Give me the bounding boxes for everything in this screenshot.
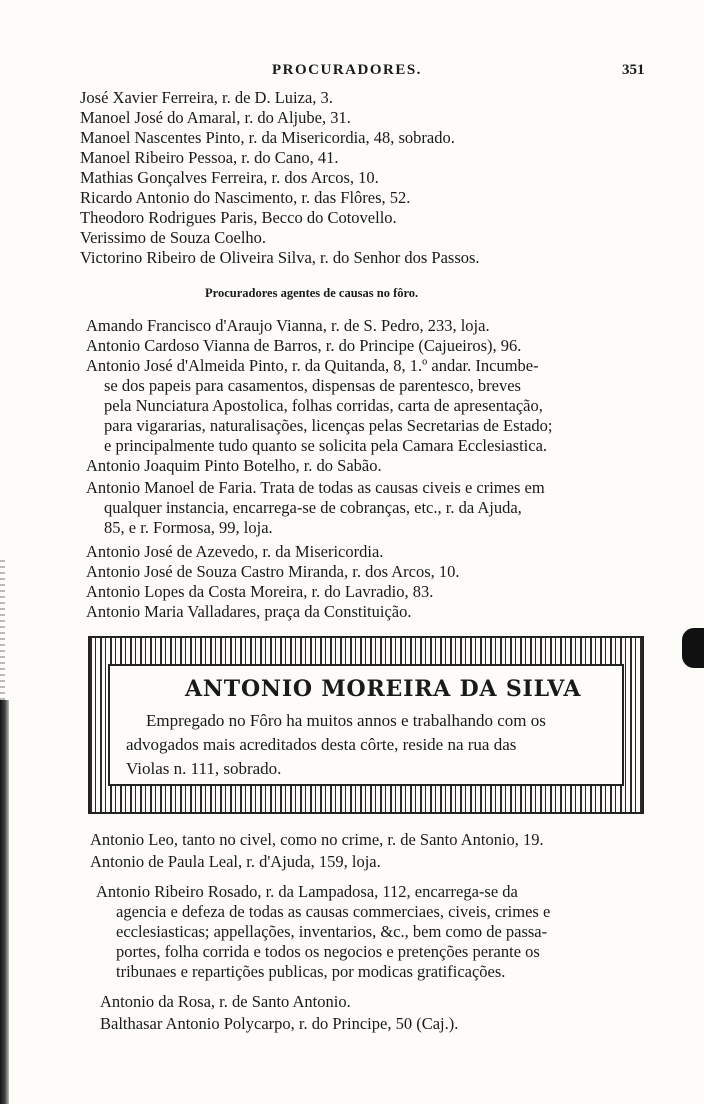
list-item: Antonio Leo, tanto no civel, como no crime, r. de Santo Antonio, 19.	[90, 830, 544, 849]
list-item-continuation: portes, folha corrida e todos os negocios e pretenções perante os	[116, 942, 540, 961]
list-item: Antonio Joaquim Pinto Botelho, r. do Sabão.	[86, 456, 382, 475]
list-item: Amando Francisco d'Araujo Vianna, r. de S. Pedro, 233, loja.	[86, 316, 490, 335]
list-item: Antonio de Paula Leal, r. d'Ajuda, 159, loja.	[90, 852, 381, 871]
list-item: Antonio José d'Almeida Pinto, r. da Quitanda, 8, 1.º andar. Incumbe-	[86, 356, 539, 375]
page-edge-shadow	[0, 560, 5, 700]
list-item: Antonio da Rosa, r. de Santo Antonio.	[100, 992, 351, 1011]
list-item: Antonio Cardoso Vianna de Barros, r. do Principe (Cajueiros), 96.	[86, 336, 522, 355]
advertisement-text: Violas n. 111, sobrado.	[126, 759, 282, 778]
page-number: 351	[622, 62, 645, 78]
list-item: Antonio Maria Valladares, praça da Constituição.	[86, 602, 412, 621]
advertisement-text: Empregado no Fôro ha muitos annos e trabalhando com os	[146, 711, 546, 730]
list-item: Antonio José de Souza Castro Miranda, r. dos Arcos, 10.	[86, 562, 460, 581]
list-item-continuation: e principalmente tudo quanto se solicita pela Camara Ecclesiastica.	[104, 436, 548, 455]
list-item-continuation: agencia e defeza de todas as causas commerciaes, civeis, crimes e	[116, 902, 551, 921]
list-item: Balthasar Antonio Polycarpo, r. do Principe, 50 (Caj.).	[100, 1014, 459, 1033]
list-item-continuation: se dos papeis para casamentos, dispensas de parentesco, breves	[104, 376, 521, 395]
list-item: Theodoro Rodrigues Paris, Becco do Cotovello.	[80, 208, 397, 227]
list-item-continuation: para vigararias, naturalisações, licenças pelas Secretarias de Estado;	[104, 416, 553, 435]
list-item: Manoel José do Amaral, r. do Aljube, 31.	[80, 108, 351, 127]
list-item: Antonio Lopes da Costa Moreira, r. do Lavradio, 83.	[86, 582, 434, 601]
page-binding-edge	[0, 700, 9, 1104]
thumb-index-tab	[682, 628, 704, 668]
list-item-continuation: 85, e r. Formosa, 99, loja.	[104, 518, 273, 537]
section-subheading: Procuradores agentes de causas no fôro.	[205, 286, 419, 300]
list-item: Victorino Ribeiro de Oliveira Silva, r. do Senhor dos Passos.	[80, 248, 480, 267]
list-item: Ricardo Antonio do Nascimento, r. das Flôres, 52.	[80, 188, 411, 207]
list-item: José Xavier Ferreira, r. de D. Luiza, 3.	[80, 88, 333, 107]
list-item: Manoel Nascentes Pinto, r. da Misericordia, 48, sobrado.	[80, 128, 455, 147]
list-item: Manoel Ribeiro Pessoa, r. do Cano, 41.	[80, 148, 339, 167]
list-item: Mathias Gonçalves Ferreira, r. dos Arcos, 10.	[80, 168, 379, 187]
list-item-continuation: pela Nunciatura Apostolica, folhas corridas, carta de apresentação,	[104, 396, 543, 415]
list-item: Antonio José de Azevedo, r. da Misericordia.	[86, 542, 384, 561]
list-item: Antonio Manoel de Faria. Trata de todas as causas civeis e crimes em	[86, 478, 545, 497]
running-title: PROCURADORES.	[272, 62, 422, 78]
advertisement-title: ANTONIO MOREIRA DA SILVA	[185, 676, 582, 702]
list-item-continuation: tribunaes e repartições publicas, por modicas gratificações.	[116, 962, 506, 981]
page-header	[0, 62, 704, 84]
list-item-continuation: qualquer instancia, encarrega-se de cobranças, etc., r. da Ajuda,	[104, 498, 522, 517]
list-item: Verissimo de Souza Coelho.	[80, 228, 267, 247]
list-item: Antonio Ribeiro Rosado, r. da Lampadosa, 112, encarrega-se da	[96, 882, 518, 901]
list-item-continuation: ecclesiasticas; appellações, inventarios, &c., bem como de passa-	[116, 922, 548, 941]
advertisement-text: advogados mais acreditados desta côrte, reside na rua das	[126, 735, 517, 754]
